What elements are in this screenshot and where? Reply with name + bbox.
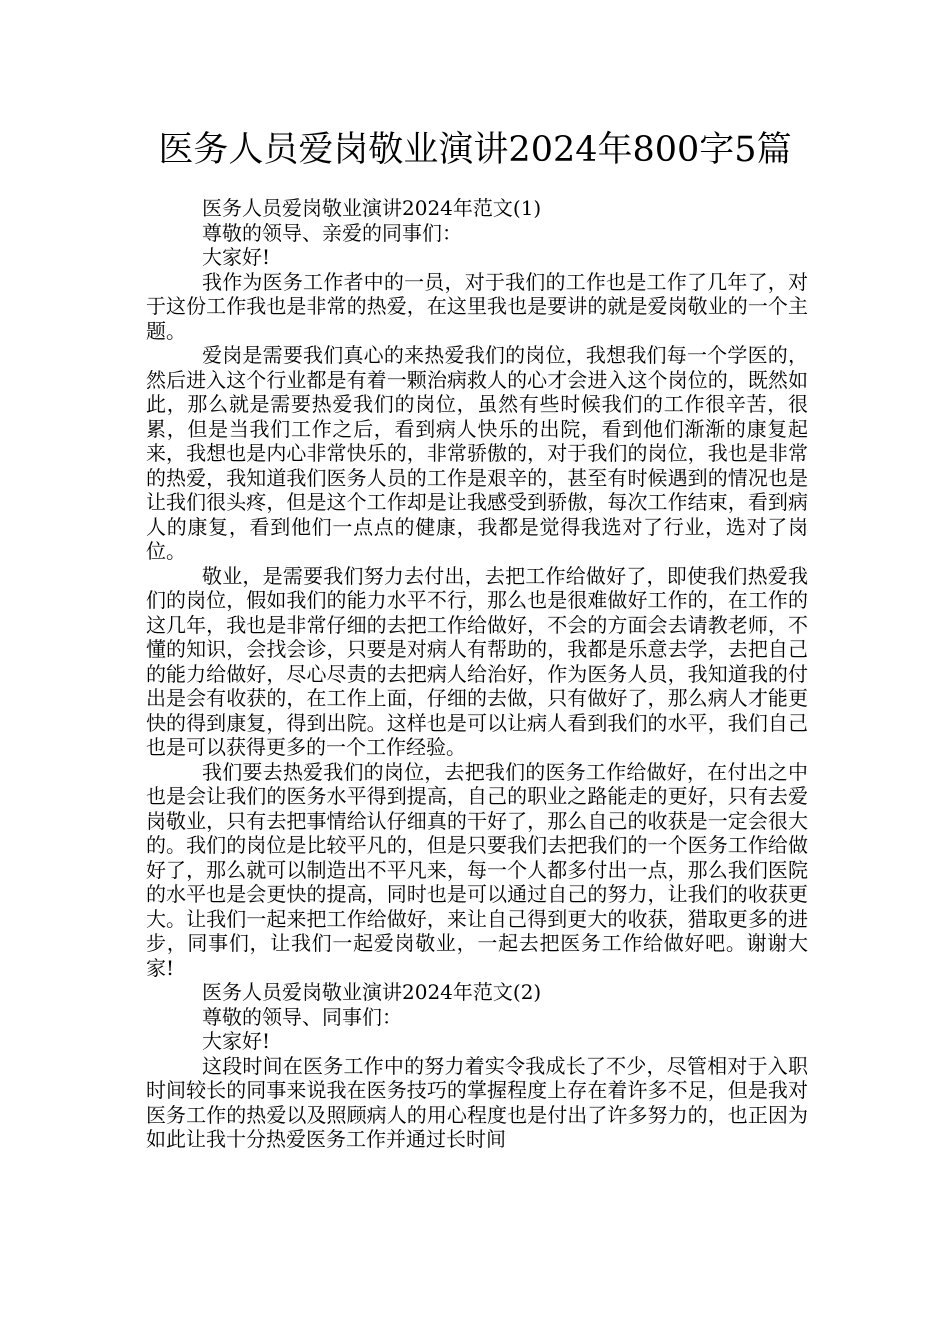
paragraph-salutation-2: 尊敬的领导、同事们：: [202, 1004, 402, 1029]
paragraph-body: 这段时间在医务工作中的努力着实令我成长了不少，尽管相对于入职时间较长的同事来说我在医务技巧的掌握程度上存在着许多不足，但是我对医务工作的热爱以及照顾病人的用心程度也是付出了许多努力的，也正因为如此让我十分热爱医务工作并通过长时间: [146, 1053, 808, 1151]
paragraph-section-heading-2: 医务人员爱岗敬业演讲2024年范文(2): [202, 980, 542, 1004]
paragraph-section-heading-1: 医务人员爱岗敬业演讲2024年范文(1): [202, 196, 542, 220]
paragraph-body: 我们要去热爱我们的岗位，去把我们的医务工作给做好，在付出之中也是会让我们的医务水平得到提高，自己的职业之路能走的更好，只有去爱岗敬业，只有去把事情给认仔细真的干好了，那么自己的收获是一定会很大的。我们的岗位是比较平凡的，但是只要我们去把我们的一个医务工作给做好了，那么就可以制造出不平凡来，每一个人都多付出一点，那么我们医院的水平也是会更快的提高，同时也是可以通过自己的努力，让我们的收获更大。让我们一起来把工作给做好，来让自己得到更大的收获，猎取更多的进步，同事们，让我们一起爱岗敬业，一起去把医务工作给做好吧。谢谢大家!: [146, 759, 808, 980]
document-title: 医务人员爱岗敬业演讲2024年800字5篇: [158, 130, 792, 170]
paragraph-body: 爱岗是需要我们真心的来热爱我们的岗位，我想我们每一个学医的，然后进入这个行业都是有着一颗治病救人的心才会进入这个岗位的，既然如此，那么就是需要热爱我们的岗位，虽然有些时候我们的工作很辛苦，很累，但是当我们工作之后，看到病人快乐的出院，看到他们渐渐的康复起来，我想也是内心非常快乐的，非常骄傲的，对于我们的岗位，我也是非常的热爱，我知道我们医务人员的工作是艰辛的，甚至有时候遇到的情况也是让我们很头疼，但是这个工作却是让我感受到骄傲，每次工作结束，看到病人的康复，看到他们一点点的健康，我都是觉得我选对了行业，选对了岗位。: [146, 343, 808, 563]
paragraph-body: 敬业，是需要我们努力去付出，去把工作给做好了，即使我们热爱我们的岗位，假如我们的能力水平不行，那么也是很难做好工作的，在工作的这几年，我也是非常仔细的去把工作给做好，不会的方面会去请教老师，不懂的知识，会找会诊，只要是对病人有帮助的，我都是乐意去学，去把自己的能力给做好，尽心尽责的去把病人给治好，作为医务人员，我知道我的付出是会有收获的，在工作上面，仔细的去做，只有做好了，那么病人才能更快的得到康复，得到出院。这样也是可以让病人看到我们的水平，我们自己也是可以获得更多的一个工作经验。: [146, 563, 808, 759]
document-body: [146, 196, 808, 1152]
paragraph-greeting-2: 大家好!: [202, 1029, 271, 1053]
paragraph-salutation-1: 尊敬的领导、亲爱的同事们：: [202, 220, 462, 245]
paragraph-body: 我作为医务工作者中的一员，对于我们的工作也是工作了几年了，对于这份工作我也是非常的热爱，在这里我也是要讲的就是爱岗敬业的一个主题。: [146, 269, 808, 343]
paragraph-greeting-1: 大家好!: [202, 245, 271, 269]
